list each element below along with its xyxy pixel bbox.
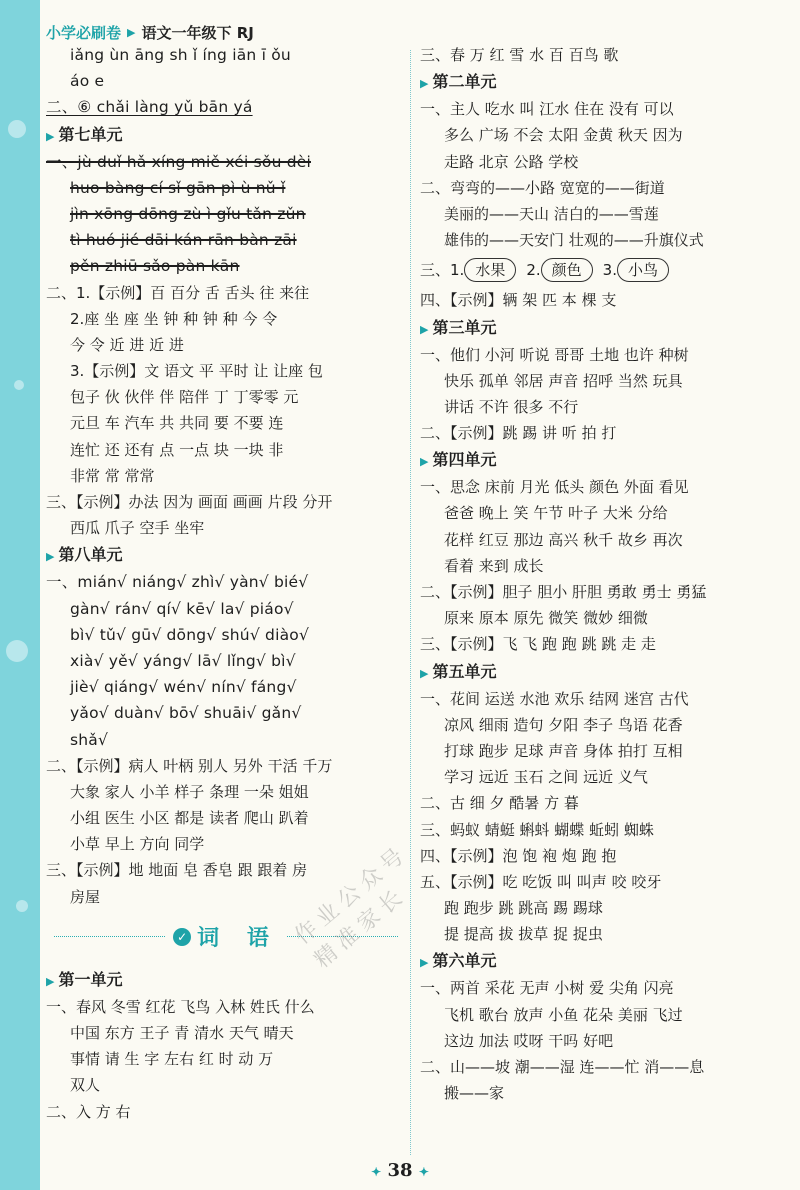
- sparkle-icon: ✦: [418, 1165, 429, 1179]
- answer-line: 小草 早上 方向 同学: [70, 835, 205, 854]
- answer-line: 这边 加法 哎呀 干吗 好吧: [444, 1031, 614, 1050]
- answer-line: 一、花间 运送 水池 欢乐 结网 迷宫 古代: [420, 689, 689, 708]
- pinyin-answer-line: 一、mián√ niáng√ zhì√ yàn√ bié√: [46, 573, 309, 592]
- pinyin-answer-line: pěn zhiū sǎo pàn kān: [70, 257, 240, 276]
- pinyin-answer-line: yǎo√ duàn√ bō√ shuāi√ gǎn√: [70, 704, 302, 723]
- answer-line: 雄伟的——天安门 壮观的——升旗仪式: [444, 231, 704, 250]
- unit-heading: [46, 966, 406, 994]
- unit-heading: [46, 121, 406, 149]
- answer-line: 二、入 方 右: [46, 1102, 131, 1121]
- unit-heading-text: 第八单元: [58, 545, 123, 565]
- answer-line: 原来 原本 原先 微笑 微妙 细微: [444, 609, 648, 628]
- circled-word: 水果: [464, 258, 516, 282]
- unit-heading-text: 第三单元: [432, 317, 497, 337]
- answer-line: 三、蚂蚁 蜻蜓 蝌蚪 蝴蝶 蚯蚓 蜘蛛: [420, 820, 654, 839]
- unit-heading-text: 第七单元: [58, 124, 123, 144]
- answer-line: 二、山——坡 潮——湿 连——忙 消——息: [420, 1058, 705, 1076]
- answer-line: 打球 跑步 足球 声音 身体 拍打 互相: [444, 741, 683, 760]
- side-decoration-strip: [0, 0, 40, 1190]
- answer-line: 搬——家: [444, 1084, 505, 1103]
- banner-rule: [54, 936, 165, 937]
- answer-line: 三、【示例】办法 因为 画面 画画 片段 分开: [46, 493, 333, 511]
- triangle-icon: ▶: [46, 550, 55, 564]
- answer-line: 一、思念 床前 月光 低头 颜色 外面 看见: [420, 478, 689, 497]
- unit-heading-text: 第二单元: [432, 72, 497, 92]
- answer-line: 中国 东方 王子 青 清水 天气 晴天: [70, 1024, 294, 1042]
- answer-line: 四、【示例】泡 饱 袍 炮 跑 抱: [420, 846, 617, 865]
- pinyin-answer-line: 一、jù duǐ hǎ xíng miě xéi sǒu dèi: [46, 152, 311, 171]
- page-number: [350, 1160, 450, 1181]
- pinyin-answer-line: gàn√ rán√ qí√ kē√ la√ piáo√: [70, 599, 294, 618]
- section-banner: [46, 916, 406, 958]
- pinyin-answer-line: tì huó jié dāi kán rān bàn zāi: [70, 231, 297, 250]
- unit-heading: [420, 658, 796, 686]
- unit-heading: [420, 68, 796, 96]
- answer-line: 西瓜 爪子 空手 坐牢: [70, 519, 205, 538]
- page-number-value: 38: [387, 1160, 413, 1181]
- pinyin-answer-line: iǎng ùn āng sh ǐ íng iān ī ǒu: [70, 46, 291, 64]
- answer-line: 凉风 细雨 造句 夕阳 李子 鸟语 花香: [444, 715, 683, 734]
- series-title: 小学必刷卷: [46, 23, 122, 42]
- answer-line: 双人: [70, 1076, 101, 1095]
- answer-line: 二、1.【示例】百 百分 舌 舌头 往 来往: [46, 283, 310, 302]
- item-number: 3.: [602, 261, 617, 280]
- answer-line: 大象 家人 小羊 样子 条理 一朵 姐姐: [70, 782, 309, 801]
- answer-line: 二、【示例】跳 踢 讲 听 拍 打: [420, 424, 617, 443]
- answer-line: 爸爸 晚上 笑 午节 叶子 大米 分给: [444, 504, 668, 523]
- pinyin-answer-line: áo e: [70, 72, 105, 91]
- pinyin-answer-line: jiè√ qiáng√ wén√ nín√ fáng√: [70, 678, 297, 697]
- left-column: [46, 42, 406, 1125]
- banner-rule: [287, 936, 398, 937]
- pinyin-answer-line: jìn xōng dōng zù ì gǐu tǎn zǔn: [70, 204, 306, 223]
- answer-line: 快乐 孤单 邻居 声音 招呼 当然 玩具: [444, 371, 683, 390]
- answer-line: 跑 跑步 跳 跳高 踢 踢球: [444, 899, 603, 918]
- answer-line: 包子 伙 伙伴 伴 陪伴 丁 丁零零 元: [70, 388, 299, 407]
- triangle-icon: ▶: [420, 77, 429, 91]
- circled-word: 小鸟: [617, 258, 669, 282]
- triangle-icon: ▶: [46, 129, 55, 143]
- answer-line: 走路 北京 公路 学校: [444, 152, 579, 171]
- answer-line: 小组 医生 小区 都是 读者 爬山 趴着: [70, 809, 309, 828]
- answer-line: 一、两首 采花 无声 小树 爱 尖角 闪亮: [420, 979, 674, 998]
- column-divider: [410, 50, 411, 1155]
- answer-line: 一、他们 小河 听说 哥哥 土地 也许 种树: [420, 345, 689, 364]
- answer-line: 二、【示例】胆子 胆小 肝胆 勇敢 勇士 勇猛: [420, 583, 707, 601]
- right-column: [420, 42, 796, 1106]
- answer-line: 四、【示例】辆 架 匹 本 棵 支: [420, 291, 617, 310]
- triangle-icon: ▶: [420, 322, 429, 336]
- answer-line: 看着 来到 成长: [444, 556, 544, 575]
- answer-line: 房屋: [70, 887, 101, 906]
- answer-line: 提 提高 拔 拔草 捉 捉虫: [444, 925, 603, 944]
- answer-line: 今 令 近 进 近 进: [70, 335, 184, 354]
- pinyin-answer-line: 二、⑥ chǎi làng yǔ bān yá: [46, 98, 253, 117]
- answer-line: 一、主人 吃水 叫 江水 住在 没有 可以: [420, 100, 674, 119]
- answer-line: 2.座 坐 座 坐 钟 种 钟 种 今 令: [70, 309, 278, 328]
- triangle-icon: ▶: [46, 974, 55, 988]
- pinyin-answer-line: bì√ tǔ√ gū√ dōng√ shú√ diào√: [70, 625, 310, 644]
- unit-heading-text: 第五单元: [432, 661, 497, 681]
- answer-line: 学习 远近 玉石 之间 远近 义气: [444, 768, 648, 787]
- book-title: 语文一年级下 RJ: [141, 23, 254, 42]
- answer-line: 事情 请 生 字 左右 红 时 动 万: [70, 1050, 274, 1069]
- check-badge-icon: ✓: [173, 928, 191, 946]
- header-arrow-icon: ▶: [127, 25, 136, 39]
- answer-line: 花样 红豆 那边 高兴 秋千 故乡 再次: [444, 530, 683, 549]
- watermark: 作业公众号 精准家长: [290, 840, 414, 974]
- answer-line: 二、弯弯的——小路 宽宽的——街道: [420, 178, 665, 197]
- answer-line: 二、【示例】病人 叶柄 别人 另外 干活 千万: [46, 756, 333, 775]
- banner-title: 词 语: [197, 926, 279, 952]
- triangle-icon: ▶: [420, 956, 429, 970]
- question-prefix: 三、: [420, 261, 451, 280]
- answer-line: 连忙 还 还有 点 一点 块 一块 非: [70, 440, 284, 459]
- unit-heading-text: 第四单元: [432, 450, 497, 470]
- answer-line: 三、【示例】地 地面 皂 香皂 跟 跟着 房: [46, 861, 308, 880]
- answer-line: 三、春 万 红 雪 水 百 百鸟 歌: [420, 46, 619, 64]
- answer-line: 讲话 不许 很多 不行: [444, 397, 579, 416]
- unit-heading-text: 第一单元: [58, 969, 123, 989]
- answer-line: 3.【示例】文 语文 平 平时 让 让座 包: [70, 362, 323, 381]
- unit-heading: [420, 314, 796, 342]
- answer-line: 元旦 车 汽车 共 共同 要 不要 连: [70, 414, 284, 433]
- answer-line: 一、春风 冬雪 红花 飞鸟 入林 姓氏 什么: [46, 997, 315, 1016]
- unit-heading: [420, 947, 796, 975]
- sparkle-icon: ✦: [371, 1165, 382, 1179]
- answer-line: 多么 广场 不会 太阳 金黄 秋天 因为: [444, 126, 683, 145]
- triangle-icon: ▶: [420, 455, 429, 469]
- circled-word: 颜色: [541, 258, 593, 282]
- pinyin-answer-line: xià√ yě√ yáng√ lā√ lǐng√ bì√: [70, 651, 296, 670]
- unit-heading: [46, 541, 406, 569]
- unit-heading-text: 第六单元: [432, 951, 497, 971]
- item-number: 1.: [450, 261, 465, 280]
- pinyin-answer-line: shǎ√: [70, 730, 109, 749]
- answer-line: 美丽的——天山 洁白的——雪莲: [444, 204, 659, 223]
- answer-line: 飞机 歌台 放声 小鱼 花朵 美丽 飞过: [444, 1005, 683, 1024]
- triangle-icon: ▶: [420, 666, 429, 680]
- pinyin-answer-line: huo bàng cí sǐ gān pì ù nǔ ǐ: [70, 178, 286, 197]
- answer-line: 三、【示例】飞 飞 跑 跑 跳 跳 走 走: [420, 635, 656, 654]
- item-number: 2.: [526, 261, 541, 280]
- answer-line: 非常 常 常常: [70, 466, 155, 485]
- answer-line: 五、【示例】吃 吃饭 叫 叫声 咬 咬牙: [420, 872, 662, 891]
- unit-heading: [420, 446, 796, 474]
- circled-answers-row: [420, 253, 796, 287]
- answer-line: 二、古 细 夕 酷暑 方 暮: [420, 794, 579, 813]
